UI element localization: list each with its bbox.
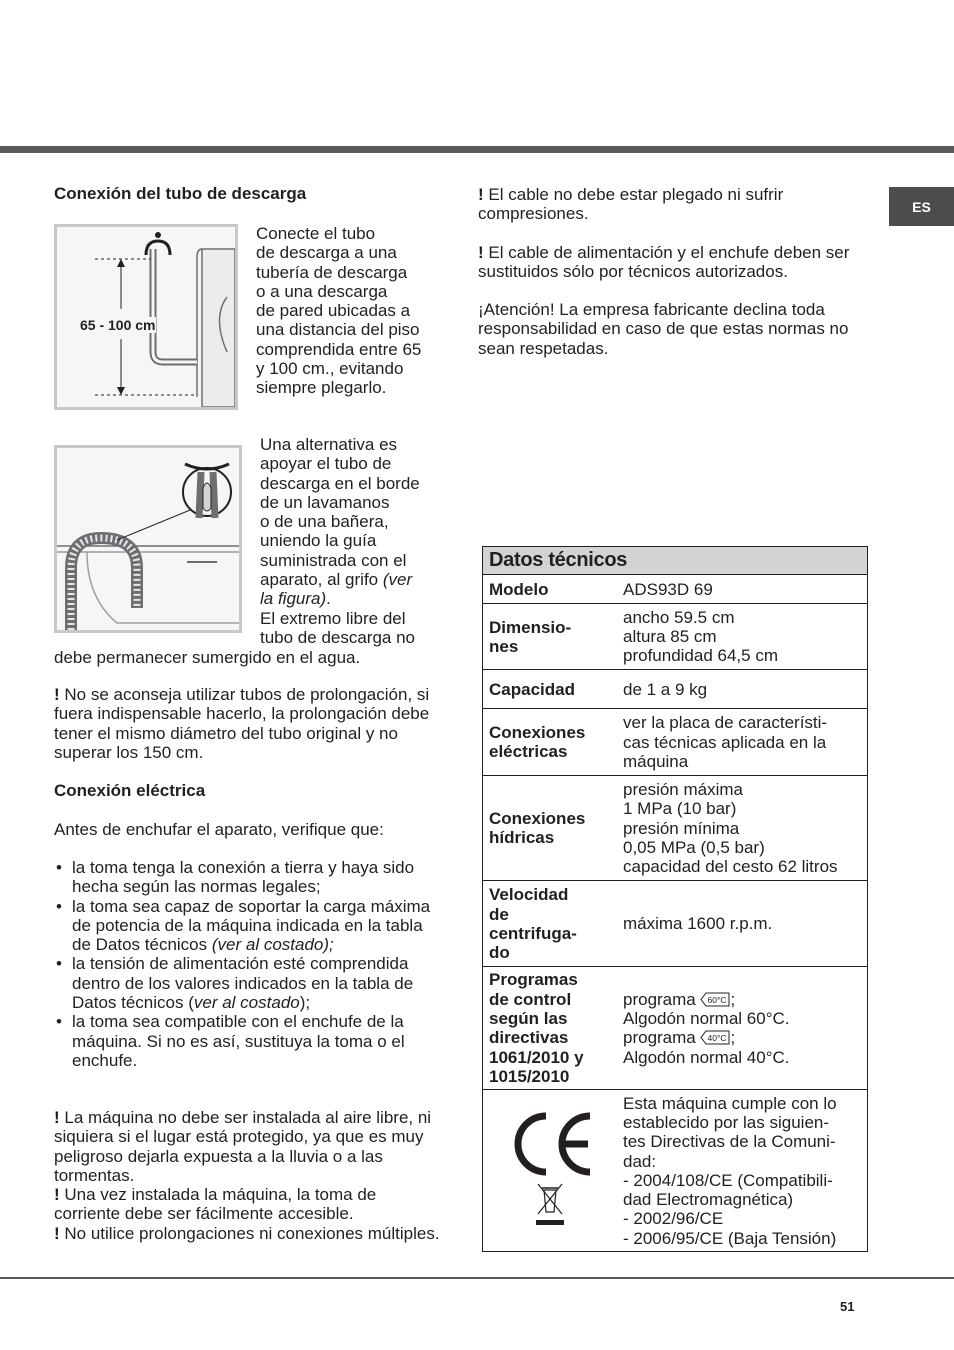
spin-label: Velocidad de centrifuga- do bbox=[483, 881, 618, 967]
electrical-label: Conexiones eléctricas bbox=[483, 709, 618, 776]
tech-data-table bbox=[482, 546, 868, 1252]
ce-directives-value: Esta máquina cumple con lo establecido por las siguien- tes Directivas de la Comuni- dad: - 2004/108/CE (Compatibili- dad Electromagnética) - 2002/96/CE - 2006/95/CE (Baja Tensión) bbox=[617, 1090, 868, 1252]
socket-warning: ! Una vez instalada la máquina, la toma de corriente debe ser fácilmente accesible. bbox=[54, 1185, 377, 1224]
electric-intro: Antes de enchufar el aparato, verifique que: bbox=[54, 820, 384, 839]
drain-height-label: 65 - 100 cm bbox=[80, 317, 156, 333]
ce-marking-cell bbox=[483, 1090, 618, 1252]
capacity-label: Capacidad bbox=[483, 670, 618, 709]
installation-warnings bbox=[54, 1108, 446, 1243]
page-number: 51 bbox=[840, 1299, 855, 1314]
top-rule bbox=[0, 146, 954, 153]
cable-warning-1: ! El cable no debe estar plegado ni sufrir compresiones. bbox=[478, 185, 784, 224]
drain-sink-figure bbox=[54, 445, 242, 633]
programs-value: programa 60°C ; Algodón normal 60°C. programa 40°C ; Algodón normal 40°C. bbox=[617, 967, 868, 1090]
weee-bin-icon bbox=[536, 1184, 564, 1225]
dimensions-label: Dimensio- nes bbox=[483, 604, 618, 670]
bottom-rule bbox=[0, 1277, 954, 1279]
manufacturer-disclaimer: ¡Atención! La empresa fabricante declina toda responsabilidad en caso de que estas normas no sean respetadas. bbox=[478, 300, 849, 358]
wash-40c-icon bbox=[700, 1030, 730, 1045]
capacity-value: de 1 a 9 kg bbox=[617, 670, 868, 709]
list-item: • la tensión de alimentación esté comprendida dentro de los valores indicados en la tabla de Datos técnicos (ver al costado); bbox=[54, 954, 446, 1012]
electrical-value: ver la placa de característi- cas técnicas aplicada en la máquina bbox=[617, 709, 868, 776]
electric-checklist bbox=[54, 858, 446, 1070]
list-item: • la toma tenga la conexión a tierra y haya sido hecha según las normas legales; bbox=[54, 858, 446, 897]
electric-heading: Conexión eléctrica bbox=[54, 781, 206, 800]
drain-text-1: Conecte el tubo de descarga a una tubería de descarga o a una descarga de pared ubicadas a una distancia del piso comprendida entre 65 y 100 cm., evitando siempre plegarlo. bbox=[256, 224, 422, 398]
model-label: Modelo bbox=[483, 575, 618, 604]
svg-text:60°C: 60°C bbox=[707, 994, 727, 1005]
language-tab: ES bbox=[889, 187, 954, 226]
spin-value: máxima 1600 r.p.m. bbox=[617, 881, 868, 967]
drain-text-3: debe permanecer sumergido en el agua. bbox=[54, 648, 361, 667]
drain-text-2: Una alternativa es apoyar el tubo de descarga en el borde de un lavamanos o de una bañera, uniendo la guía suministrada con el aparato, al grifo (ver la figura). El extremo libre del tubo de descarga no bbox=[260, 435, 420, 647]
list-item: • la toma sea capaz de soportar la carga máxima de potencia de la máquina indicada en la tabla de Datos técnicos (ver al costado); bbox=[54, 897, 446, 955]
drain-sink-illustration bbox=[57, 448, 239, 630]
wash-60c-icon bbox=[700, 992, 730, 1007]
programs-label: Programas de control según las directivas 1061/2010 y 1015/2010 bbox=[483, 967, 618, 1090]
outdoor-warning: ! La máquina no debe ser instalada al aire libre, ni siquiera si el lugar está protegido, ya que es muy peligroso dejarla expuesta a la lluvia o a las tormentas. bbox=[54, 1108, 432, 1185]
water-label: Conexiones hídricas bbox=[483, 776, 618, 881]
multiple-connections-warning: ! No utilice prolongaciones ni conexiones múltiples. bbox=[54, 1223, 440, 1243]
right-warnings bbox=[478, 185, 868, 358]
water-value: presión máxima 1 MPa (10 bar) presión mínima 0,05 MPa (0,5 bar) capacidad del cesto 62 litros bbox=[617, 776, 868, 881]
svg-text:40°C: 40°C bbox=[707, 1033, 727, 1044]
extension-warning: ! No se aconseja utilizar tubos de prolongación, si fuera indispensable hacerlo, la prolongación debe tener el mismo diámetro del tubo original y no superar los 150 cm. bbox=[54, 685, 430, 762]
drain-heading: Conexión del tubo de descarga bbox=[54, 184, 307, 203]
ce-mark-icon bbox=[502, 1106, 598, 1232]
list-item: • la toma sea compatible con el enchufe de la máquina. Si no es así, sustituya la toma o el enchufe. bbox=[54, 1012, 446, 1070]
tech-table-title: Datos técnicos bbox=[483, 547, 868, 575]
model-value: ADS93D 69 bbox=[617, 575, 868, 604]
drain-height-figure bbox=[54, 224, 238, 410]
dimensions-value: ancho 59.5 cm altura 85 cm profundidad 64,5 cm bbox=[617, 604, 868, 670]
cable-warning-2: ! El cable de alimentación y el enchufe deben ser sustituidos sólo por técnicos autorizados. bbox=[478, 242, 850, 281]
